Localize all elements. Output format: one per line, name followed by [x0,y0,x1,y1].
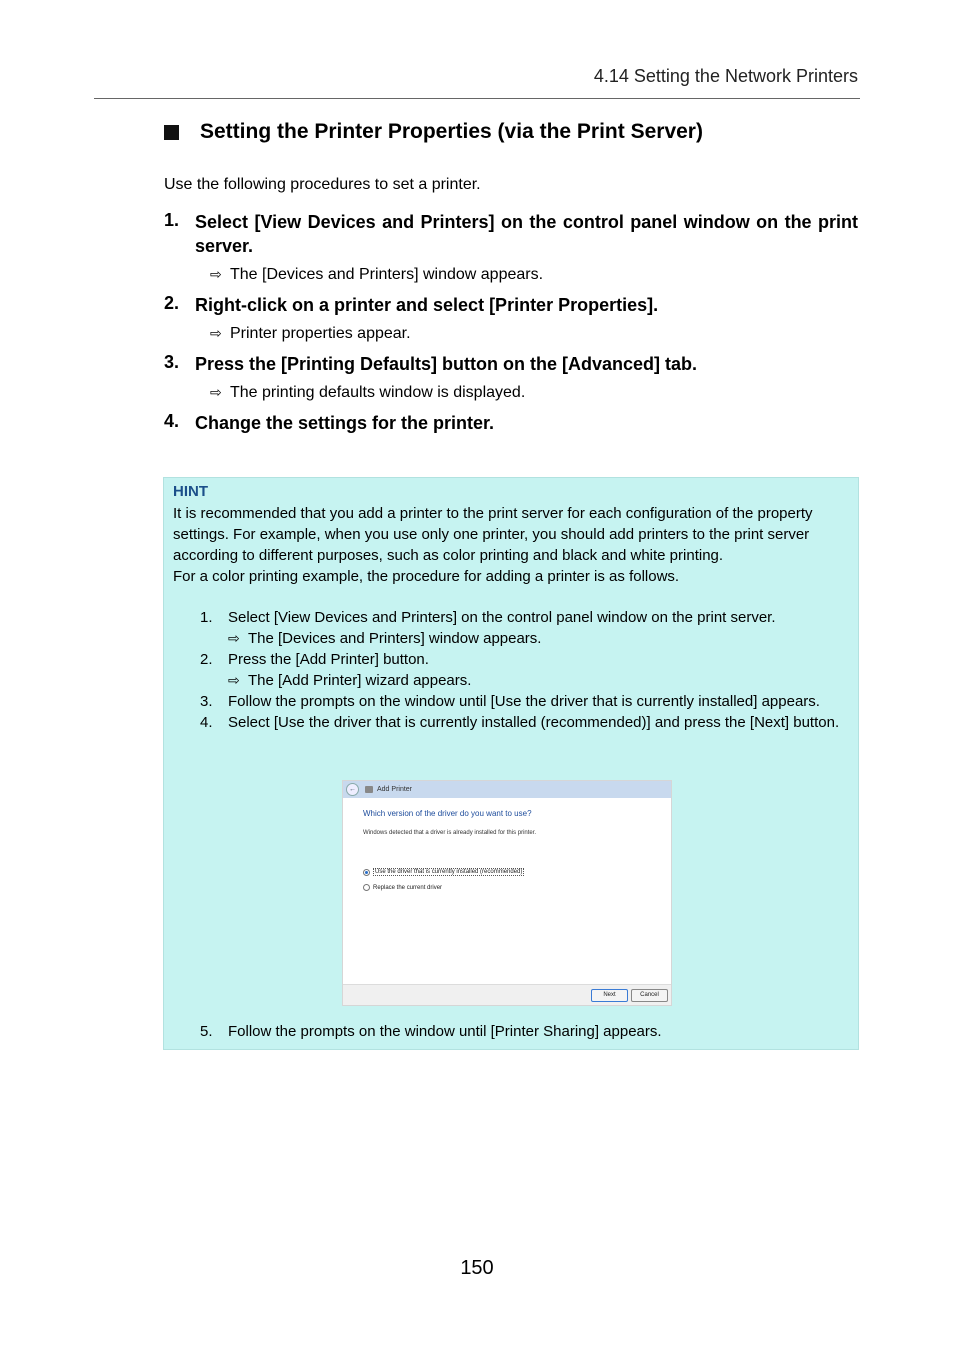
cancel-button[interactable]: Cancel [631,989,668,1002]
hint-item-number: 5. [200,1023,213,1040]
hint-item-number: 1. [200,609,213,626]
step-result [210,264,858,285]
step-3 [164,352,858,403]
hint-item-result-text: The [Devices and Printers] window appears. [248,630,542,647]
hint-item-number: 2. [200,651,213,668]
hint-paragraph: It is recommended that you add a printer to the print server for each configuration of the property settings. For example, when you use only one printer, you should add printers to the print server according to different purposes, such as color printing and black and white printing. [173,505,813,564]
step-text: Change the settings for the printer. [195,413,495,433]
result-arrow-icon: ⇨ [210,266,222,282]
hint-body [173,503,849,587]
radio-use-label: Use the driver that is currently installed (recommended) [375,869,523,875]
hint-item-text: Select [Use the driver that is currently installed (recommended)] and press the [Next] button. [228,714,840,731]
header-rule [94,98,860,99]
step-text: Press the [Printing Defaults] button on the [Advanced] tab. [195,354,698,374]
radio-unselected-icon[interactable] [363,884,370,891]
step-result-text: The [Devices and Printers] window appears. [230,266,544,283]
page-number: 150 [460,1257,494,1279]
next-button[interactable]: Next [591,989,628,1002]
section-title [164,120,864,144]
hint-item-2 [200,650,849,691]
screenshot-titlebar [343,781,671,798]
result-arrow-icon: ⇨ [228,672,240,688]
hint-item-text: Follow the prompts on the window until [Use the driver that is currently installed] appears. [228,693,820,710]
step-result [210,382,858,403]
hint-title: HINT [173,483,208,500]
back-arrow-icon[interactable]: ← [346,783,359,796]
step-number: 2. [164,293,180,313]
hint-item-result [228,628,849,649]
step-result-text: Printer properties appear. [230,325,411,342]
running-header: 4.14 Setting the Network Printers [593,66,858,86]
result-arrow-icon: ⇨ [210,384,222,400]
step-list [164,210,858,443]
hint-item-1 [200,608,849,649]
hint-item-text: Select [View Devices and Printers] on the control panel window on the print server. [228,609,776,626]
step-1 [164,210,858,285]
hint-item-5 [200,1022,849,1042]
add-printer-screenshot [342,780,672,1006]
screenshot-window-title: Add Printer [377,786,413,793]
result-arrow-icon: ⇨ [210,325,222,341]
radio-selected-icon[interactable] [363,869,370,876]
hint-item-text: Press the [Add Printer] button. [228,651,429,668]
printer-icon [365,786,373,793]
screenshot-question: Which version of the driver do you want to use? [363,809,532,818]
section-title-text: Setting the Printer Properties (via the Print Server) [200,120,703,143]
hint-paragraph: For a color printing example, the procedure for adding a printer is as follows. [173,568,680,585]
step-2 [164,293,858,344]
hint-box [163,477,859,1050]
screenshot-note: Windows detected that a driver is already installed for this printer. [363,830,537,836]
hint-item-4 [200,713,849,733]
hint-item-number: 3. [200,693,213,710]
screenshot-footer [343,984,671,1005]
hint-item-3 [200,692,849,712]
step-4 [164,411,858,435]
step-number: 4. [164,411,180,431]
hint-list [200,608,849,734]
radio-use-current-driver[interactable] [363,868,524,876]
square-bullet-icon [164,125,179,140]
step-text: Select [View Devices and Printers] on the control panel window on the print server. [195,212,858,256]
step-number: 1. [164,210,180,230]
intro-text: Use the following procedures to set a printer. [164,176,481,193]
step-result [210,323,858,344]
result-arrow-icon: ⇨ [228,630,240,646]
step-number: 3. [164,352,180,372]
radio-replace-label: Replace the current driver [373,884,443,891]
radio-replace-driver[interactable] [363,884,442,891]
step-result-text: The printing defaults window is displayed. [230,384,526,401]
hint-item-result-text: The [Add Printer] wizard appears. [248,672,472,689]
step-text: Right-click on a printer and select [Printer Properties]. [195,295,659,315]
hint-item-result [228,670,849,691]
hint-item-text: Follow the prompts on the window until [Printer Sharing] appears. [228,1023,662,1040]
hint-item-number: 4. [200,714,213,731]
